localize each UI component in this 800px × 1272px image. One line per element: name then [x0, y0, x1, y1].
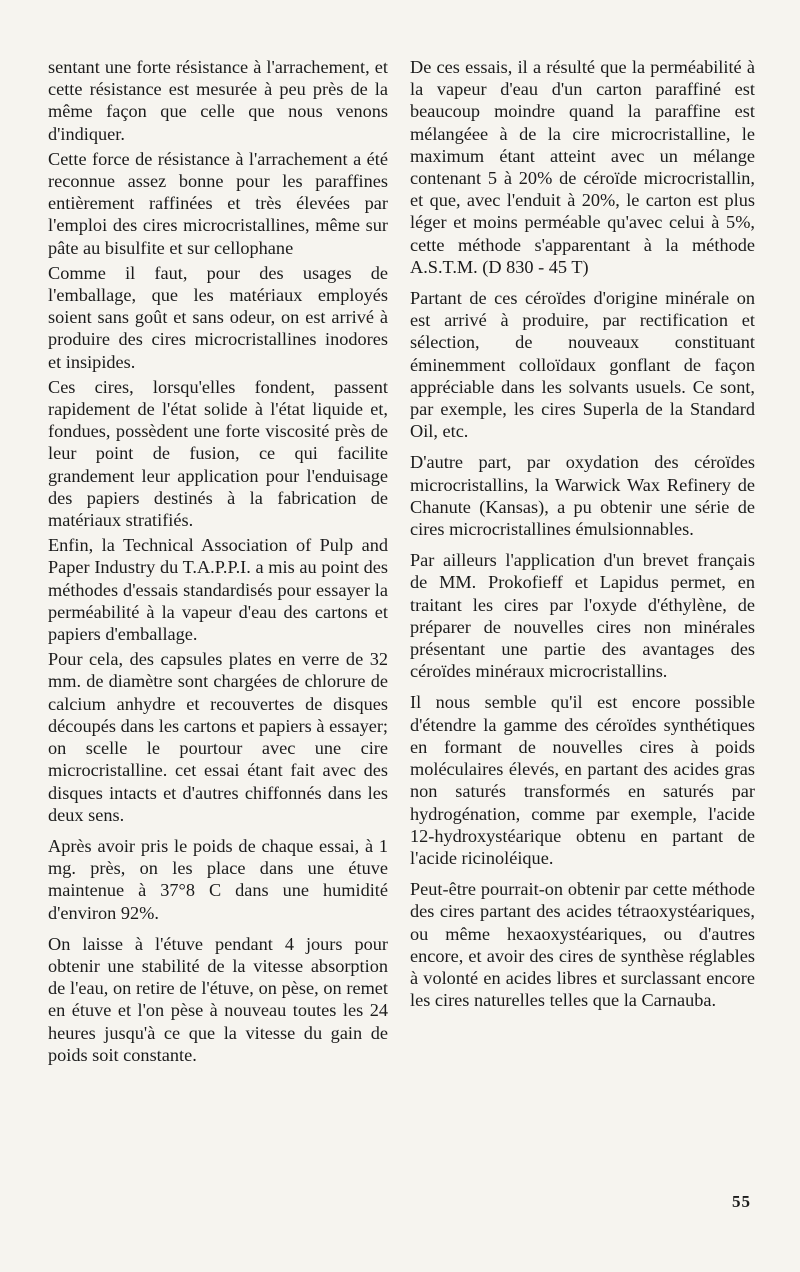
paragraph: sentant une forte résistance à l'arrachement, et cette résistance est mesurée à peu près de la même façon que celle que nous venons d'indiquer. [48, 57, 388, 144]
paragraph: Enfin, la Technical Association of Pulp and Paper Industry du T.A.P.P.I. a mis au point des méthodes d'essais standardisés pour essayer la perméabilité à la vapeur d'eau des cartons et papiers d'emballage. [48, 535, 388, 645]
paragraph: Comme il faut, pour des usages de l'emballage, que les matériaux employés soient sans goût et sans odeur, on est arrivé à produire des cires microcristallines inodores et insipides. [48, 262, 388, 372]
paragraph: Ces cires, lorsqu'elles fondent, passent rapidement de l'état solide à l'état liquide et, fondues, possèdent une forte viscosité près de leur point de fusion, ce qui facilite grandement leur application pour l'enduisage des papiers destinés à la fabrication de matériaux stratifiés. [48, 376, 388, 531]
page-number: 55 [732, 1192, 751, 1211]
paragraph: On laisse à l'étuve pendant 4 jours pour obtenir une stabilité de la vitesse absorption de l'eau, on retire de l'étuve, on pèse, on remet en étuve et l'on pèse à nouveau toutes les 24 heures jusqu'à ce que la vitesse du gain de poids soit constante. [48, 933, 388, 1065]
paragraph: Cette force de résistance à l'arrachement a été reconnue assez bonne pour les paraffines entièrement raffinées et très élevées par l'emploi des cires microcristallines, même sur pâte au bisulfite et sur cellophane [48, 148, 388, 258]
paragraph: D'autre part, par oxydation des céroïdes microcristallins, la Warwick Wax Refinery de Chanute (Kansas), a pu obtenir une série de cires microcristallines émulsionnables. [410, 452, 755, 540]
paragraph: Après avoir pris le poids de chaque essai, à 1 mg. près, on les place dans une étuve maintenue à 37°8 C dans une humidité d'environ 92%. [48, 835, 388, 923]
paragraph: Peut-être pourrait-on obtenir par cette méthode des cires partant des acides tétraoxystéariques, ou même hexaoxystéariques, ou d'autres encore, et avoir des cires de synthèse réglables à volonté en acides libres et surclassant encore les cires naturelles telles que la Carnauba. [410, 879, 755, 1011]
paragraph: De ces essais, il a résulté que la perméabilité à la vapeur d'eau d'un carton paraffiné est beaucoup moindre quand la paraffine est mélangéee à de la cire microcristalline, le maximum étant atteint avec un mélange contenant 5 à 20% de céroïde microcristallin, et que, avec l'enduit à 20%, le carton est plus léger et moins perméable qu'avec celui à 5%, cette méthode s'apparentant à la méthode A.S.T.M. (D 830 - 45 T) [410, 57, 755, 277]
paragraph: Partant de ces céroïdes d'origine minérale on est arrivé à produire, par rectification et sélection, de nouveaux constituant éminemment colloïdaux gonflant de façon appréciable dans les solvants usuels. Ce sont, par exemple, les cires Superla de la Standard Oil, etc. [410, 288, 755, 442]
left-text-column [48, 56, 388, 1066]
right-text-column [410, 56, 755, 1011]
paragraph: Pour cela, des capsules plates en verre de 32 mm. de diamètre sont chargées de chlorure de calcium anhydre et recouvertes de disques découpés dans les cartons et papiers à essayer; on scelle le pourtour avec une cire microcristalline. cet essai étant fait avec des disques intacts et d'autres chiffonnés dans les deux sens. [48, 649, 388, 825]
paragraph: Par ailleurs l'application d'un brevet français de MM. Prokofieff et Lapidus permet, en traitant les cires par l'oxyde d'éthylène, de préparer de nouvelles cires non minérales présentant une partie des avantages des céroïdes minéraux microcristallins. [410, 550, 755, 682]
paragraph: Il nous semble qu'il est encore possible d'étendre la gamme des céroïdes synthétiques en formant de nouvelles cires à poids moléculaires élevés, en partant des acides gras non saturés transformés en saturés par hydrogénation, comme par exemple, l'acide 12-hydroxystéarique obtenu en partant de l'acide ricinoléique. [410, 692, 755, 868]
